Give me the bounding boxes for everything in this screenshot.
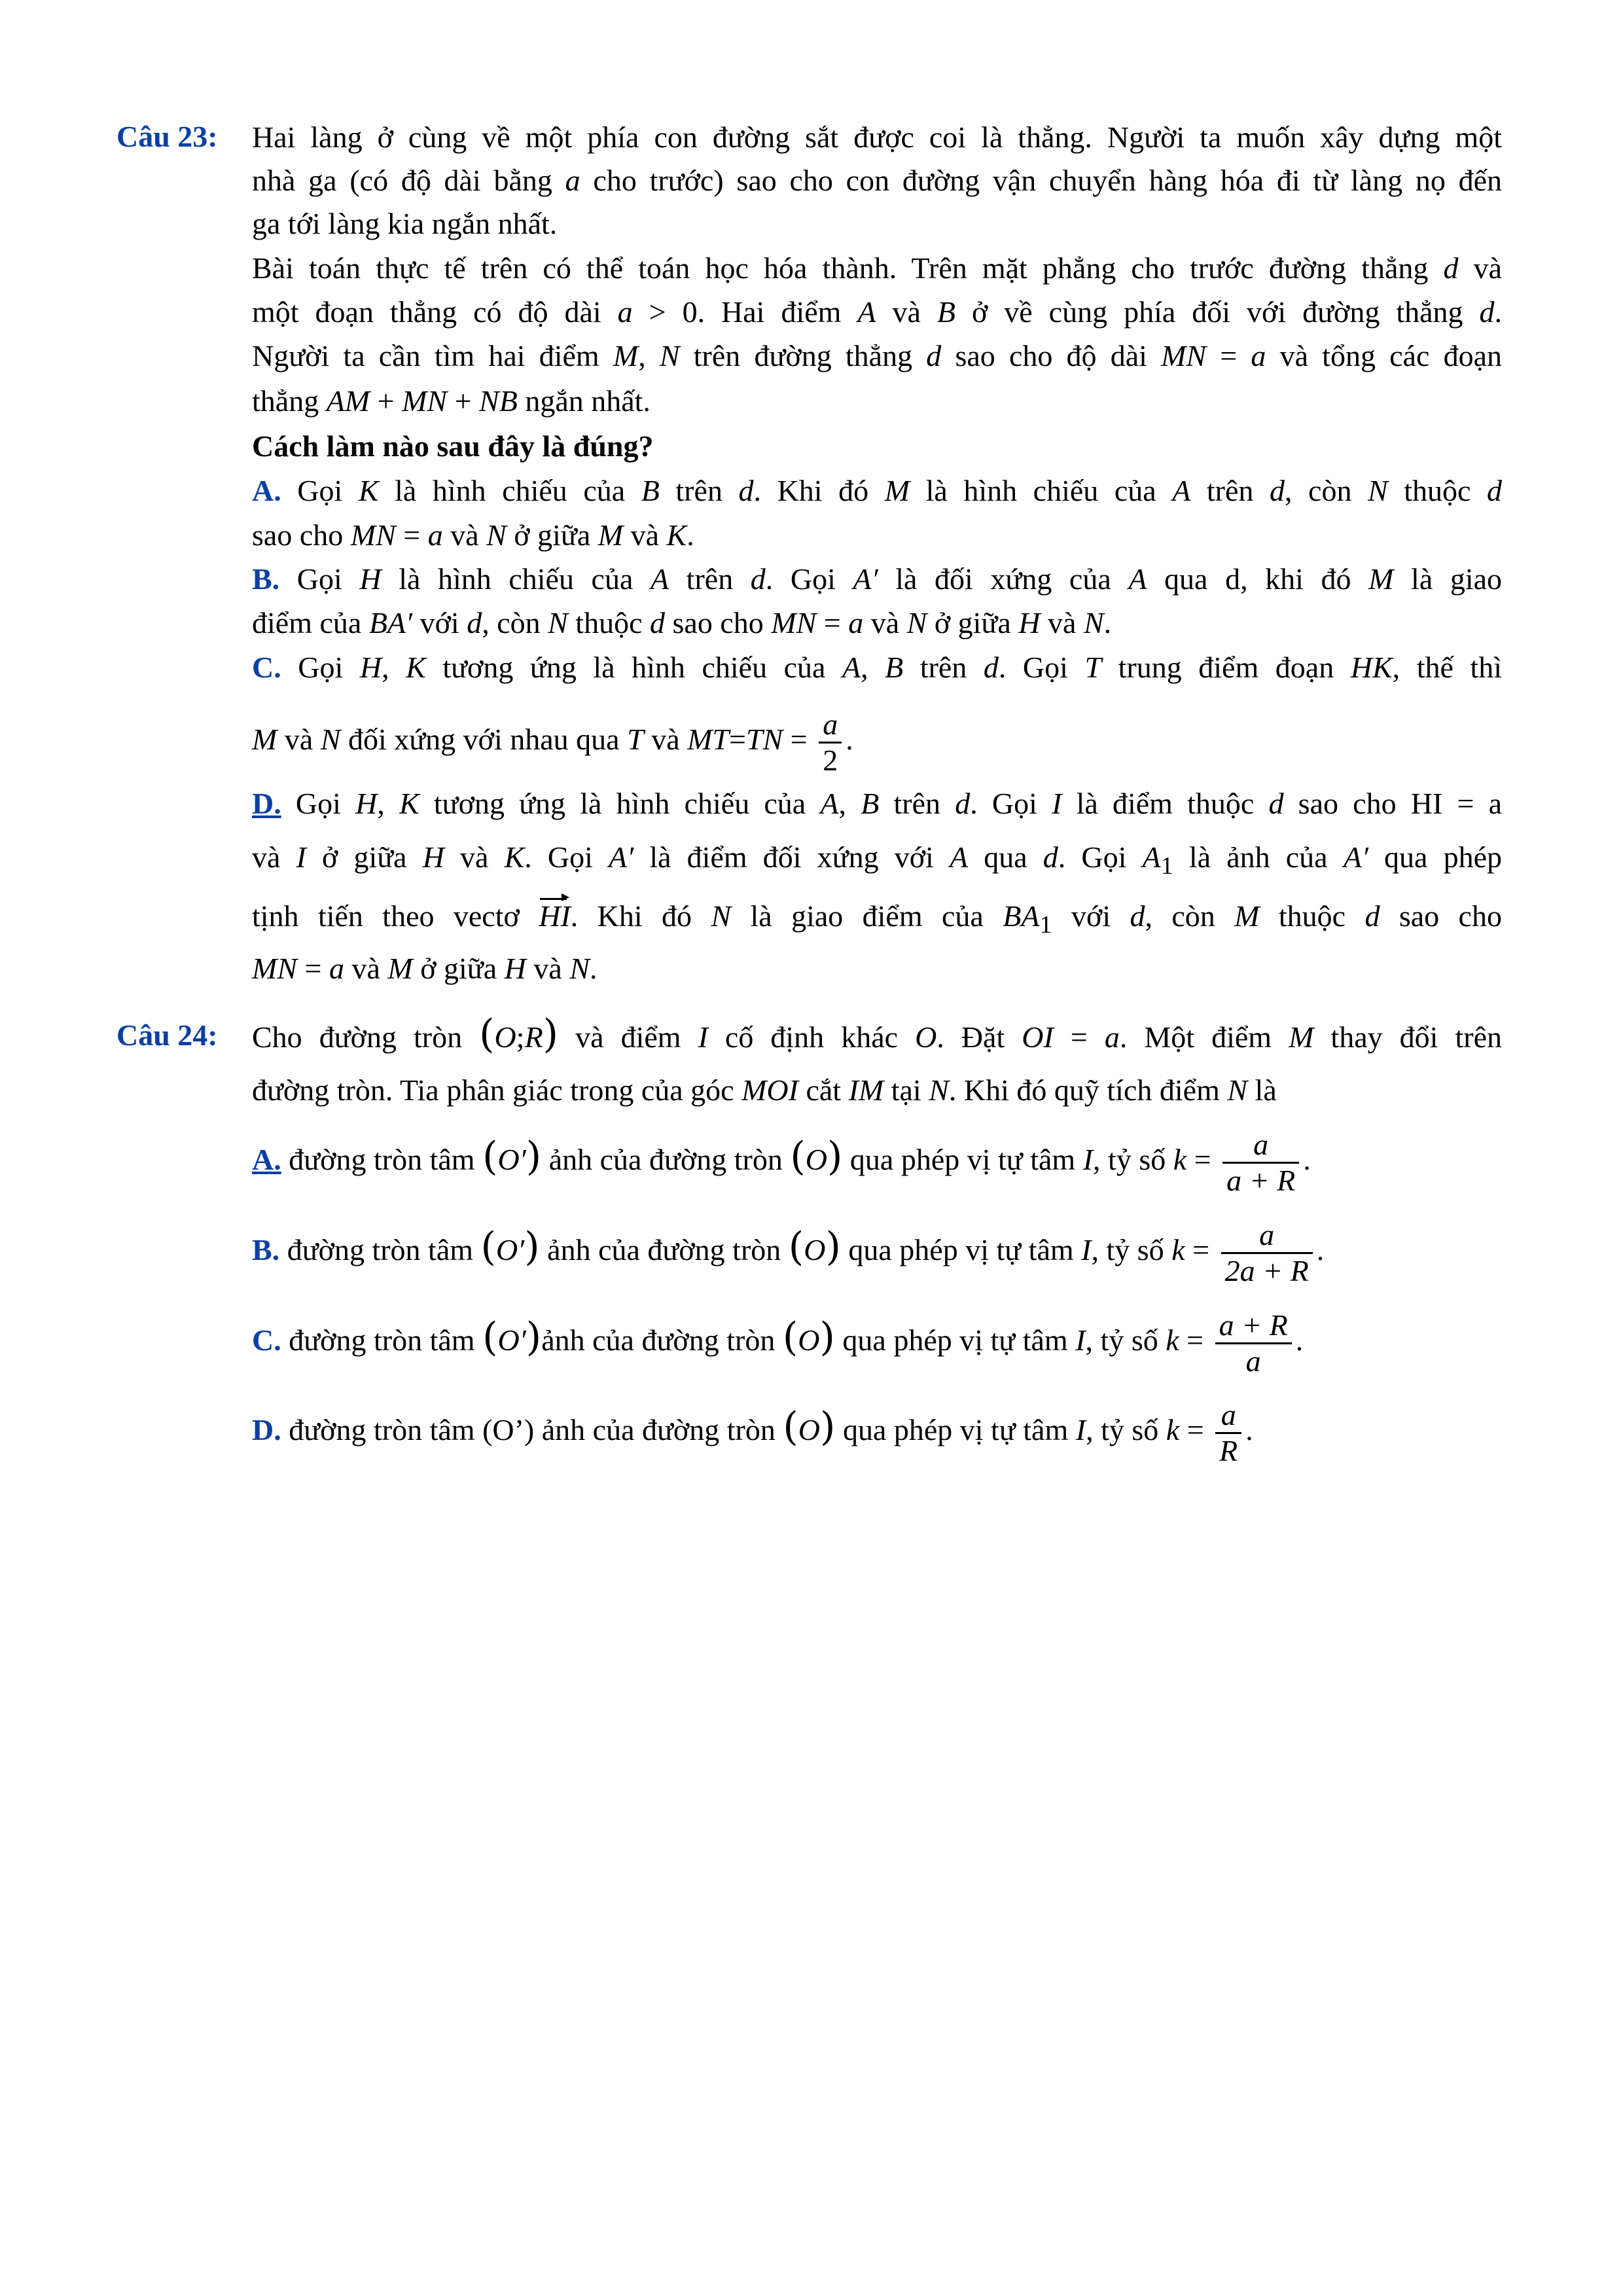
- q23-option-a-label: A.: [252, 474, 281, 507]
- q24-option-a-label: A.: [252, 1143, 281, 1176]
- q23-line-2: nhà ga (có độ dài bằng a cho trước) sao cho con đường vận chuyển hàng hóa đi từ làng nọ đến: [252, 164, 1502, 197]
- q24-option-a: A. đường tròn tâm (O′) ảnh của đường tròn (O) qua phép vị tự tâm I, tỷ số k = $\frac{a}{a + R}$ .: [252, 1127, 1311, 1197]
- q23-option-d-line-1: D. Gọi H, K tương ứng là hình chiếu của A, B trên d. Gọi I là điểm thuộc d sao cho HI = a: [252, 787, 1503, 820]
- q23-line-1: Hai làng ở cùng về một phía con đường sắt được coi là thẳng. Người ta muốn xây dựng một: [252, 120, 1502, 154]
- q23-option-a-line-2: sao cho MN = a và N ở giữa M và K.: [252, 518, 694, 552]
- q24-line-2: đường tròn. Tia phân giác trong của góc MOI cắt IM tại N. Khi đó quỹ tích điểm N là: [252, 1073, 1277, 1107]
- q23-line-3: ga tới làng kia ngắn nhất.: [252, 207, 558, 240]
- q23-option-b-line-2: điểm của BA′ với d, còn N thuộc d sao cho MN = a và N ở giữa H và N.: [252, 606, 1112, 639]
- fraction-a-over-2: $\frac{a}{2}$: [819, 708, 842, 778]
- q23-line-6: Người ta cần tìm hai điểm M, N trên đường thẳng d sao cho độ dài MN = a và tổng các đoạn: [252, 339, 1502, 372]
- q24-option-d: D. đường tròn tâm (O’) ảnh của đường tròn (O) qua phép vị tự tâm I, tỷ số k = $\frac{a}{R}$ .: [252, 1397, 1253, 1467]
- vector-hi: HI: [539, 897, 571, 936]
- fraction-a-over-a-plus-r: $\frac{a}{a + R}$: [1222, 1128, 1299, 1198]
- q23-option-c-line-2: M và N đối xứng với nhau qua T và MT=TN = $\frac{a}{2}$ .: [252, 707, 853, 777]
- q24-option-c-label: C.: [252, 1323, 281, 1357]
- fraction-a-over-2a-plus-r: $\frac{a}{2a + R}$: [1221, 1218, 1313, 1288]
- q23-option-d-line-2: và I ở giữa H và K. Gọi A′ là điểm đối xứng với A qua d. Gọi $A_1$ là ảnh của A′ qua phép: [252, 840, 1502, 880]
- q23-option-d-line-3: tịnh tiến theo vectơ HI. Khi đó N là giao điểm của $BA_1$ với d, còn M thuộc d sao cho: [252, 897, 1502, 944]
- q23-option-d-label: D.: [252, 787, 281, 820]
- q23-option-c-line-1: C. Gọi H, K tương ứng là hình chiếu của A, B trên d. Gọi T trung điểm đoạn HK, thế thì: [252, 651, 1503, 684]
- q23-line-5: một đoạn thẳng có độ dài a > 0. Hai điểm A và B ở về cùng phía đối với đường thẳng d.: [252, 295, 1502, 329]
- q24-option-d-label: D.: [252, 1413, 281, 1446]
- q24-option-b: B. đường tròn tâm (O′) ảnh của đường tròn (O) qua phép vị tự tâm I, tỷ số k = $\frac{a}{2a + R}$ .: [252, 1217, 1325, 1287]
- q23-line-7: thẳng AM + MN + NB ngắn nhất.: [252, 384, 651, 418]
- q23-question: Cách làm nào sau đây là đúng?: [252, 429, 654, 463]
- q23-option-a-line-1: A. Gọi K là hình chiếu của B trên d. Khi đó M là hình chiếu của A trên d, còn N thuộc d: [252, 474, 1503, 507]
- fraction-a-plus-r-over-a: $\frac{a + R}{a}$: [1215, 1308, 1292, 1378]
- question-24-label: Câu 24:: [116, 1018, 218, 1052]
- q24-line-1: Cho đường tròn (O;R) và điểm I cố định khác O. Đặt OI = a. Một điểm M thay đổi trên: [252, 1011, 1502, 1057]
- q23-option-b-line-1: B. Gọi H là hình chiếu của A trên d. Gọi A′ là đối xứng của A qua d, khi đó M là giao: [252, 562, 1503, 596]
- q24-option-c: C. đường tròn tâm (O′)ảnh của đường tròn (O) qua phép vị tự tâm I, tỷ số k = $\frac{a + R}{a}$ .: [252, 1308, 1304, 1378]
- q23-option-d-line-4: MN = a và M ở giữa H và N.: [252, 952, 597, 985]
- q23-option-c-label: C.: [252, 651, 281, 684]
- q24-option-b-label: B.: [252, 1233, 280, 1266]
- fraction-a-over-r: $\frac{a}{R}$: [1215, 1398, 1241, 1468]
- q23-option-b-label: B.: [252, 562, 280, 596]
- question-23-label: Câu 23:: [116, 120, 218, 153]
- q23-line-4: Bài toán thực tế trên có thể toán học hóa thành. Trên mặt phẳng cho trước đường thẳng d và: [252, 251, 1503, 285]
